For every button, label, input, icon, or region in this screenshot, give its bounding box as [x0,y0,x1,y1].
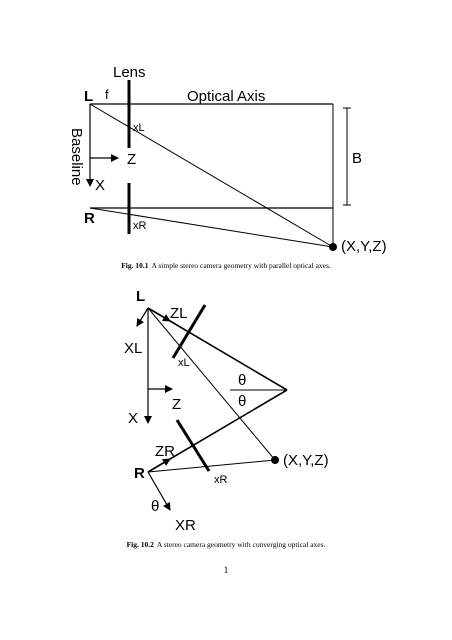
ray-left-to-point [148,308,275,460]
ray-right [90,208,333,247]
b-label: B [352,150,363,167]
xL-label: xL [133,122,145,134]
XL-label: XL [124,340,143,357]
figure-2 [124,288,329,534]
x-label: X [128,410,139,427]
lens-label: Lens [113,64,146,81]
xR-label: xR [133,220,147,232]
XR-label: XR [175,517,196,534]
x-label: X [95,177,106,194]
left-camera-label: L [84,88,94,105]
figure-2-caption-label: Fig. 10.2 [126,540,154,549]
figure-1-caption-label: Fig. 10.1 [121,261,149,270]
figure-1-caption-text: A simple stereo camera geometry with parallel optical axes. [151,261,331,270]
focal-length-label: f [105,87,109,102]
xR-label: xR [214,474,228,486]
optical-axis-label: Optical Axis [187,88,266,105]
page-number: 1 [223,565,229,575]
z-label: Z [172,396,182,413]
zR-label: ZR [155,443,175,460]
theta-right-label: θ [151,498,160,515]
world-point [329,243,337,251]
right-camera-label: R [84,210,95,227]
baseline-label: Baseline [68,128,85,186]
zL-arrow [148,308,170,321]
theta-bottom-label: θ [238,393,247,410]
lens-right [177,420,209,471]
right-camera-label: R [134,465,145,482]
zL-label: ZL [170,305,188,322]
figure-2-caption [0,540,452,549]
ray-right-to-point [148,460,275,472]
figure-1 [68,64,387,255]
ray-left [90,104,333,247]
world-point-label: (X,Y,Z) [283,452,329,469]
xL-axis-arrow [137,308,148,326]
z-label: Z [127,151,137,168]
world-point [271,456,279,464]
figure-1-caption [0,261,452,270]
xL-label: xL [178,357,190,369]
world-point-label: (X,Y,Z) [341,238,387,255]
left-camera-label: L [136,288,146,305]
figure-2-caption-text: A stereo camera geometry with converging optical axes. [156,540,326,549]
theta-top-label: θ [238,372,247,389]
